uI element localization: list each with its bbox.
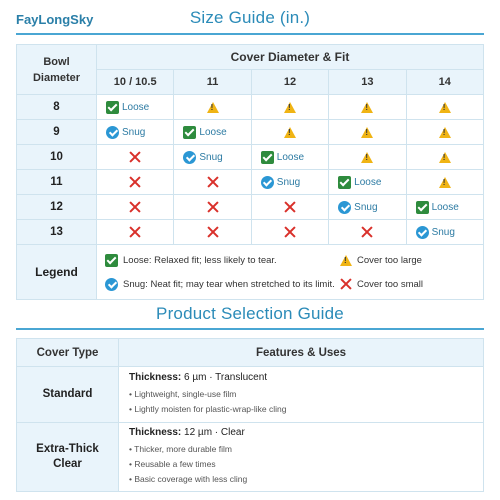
cover-column-header: 10 / 10.5 bbox=[97, 70, 174, 95]
fit-label: Loose bbox=[431, 201, 459, 213]
fit-cell bbox=[251, 170, 328, 195]
fit-label: Loose bbox=[122, 101, 150, 113]
thickness-value: 6 µm · Translucent bbox=[184, 372, 268, 383]
fit-label: Loose bbox=[199, 126, 227, 138]
bowl-diameter-cell: 11 bbox=[17, 170, 97, 195]
cover-column-header: 14 bbox=[406, 70, 483, 95]
fit-cell bbox=[329, 170, 406, 195]
bowl-diameter-cell: 13 bbox=[17, 220, 97, 245]
fit-label: Snug bbox=[199, 151, 223, 163]
size-row bbox=[17, 220, 484, 245]
title-divider bbox=[16, 33, 484, 35]
loose-check-icon bbox=[338, 176, 351, 189]
fit-cell bbox=[97, 120, 174, 145]
thickness-label: Thickness: bbox=[129, 427, 182, 438]
fit-label: Snug bbox=[354, 201, 378, 213]
snug-check-icon bbox=[105, 278, 118, 291]
fit-cell bbox=[329, 95, 406, 120]
size-guide-table bbox=[16, 44, 484, 300]
fit-cell bbox=[174, 195, 251, 220]
x-icon bbox=[129, 201, 141, 213]
fit-cell bbox=[174, 170, 251, 195]
snug-check-icon bbox=[338, 201, 351, 214]
thickness-label: Thickness: bbox=[129, 372, 182, 383]
snug-check-icon bbox=[106, 126, 119, 139]
fit-cell bbox=[329, 195, 406, 220]
legend-loose: Loose: Relaxed fit; less likely to tear. bbox=[123, 254, 277, 266]
brand-logo: FayLongSky bbox=[16, 12, 94, 27]
loose-check-icon bbox=[416, 201, 429, 214]
product-selection-table bbox=[16, 338, 484, 492]
fit-cell bbox=[406, 170, 483, 195]
features-cell bbox=[119, 367, 484, 423]
bowl-diameter-cell: 8 bbox=[17, 95, 97, 120]
thickness-line bbox=[129, 427, 473, 438]
warning-icon bbox=[284, 102, 296, 113]
fit-cell bbox=[251, 145, 328, 170]
legend bbox=[97, 245, 484, 300]
snug-check-icon bbox=[416, 226, 429, 239]
size-row bbox=[17, 145, 484, 170]
fit-cell bbox=[97, 170, 174, 195]
fit-cell bbox=[329, 120, 406, 145]
feature-bullet: • Basic coverage with less cling bbox=[129, 474, 248, 484]
loose-check-icon bbox=[183, 126, 196, 139]
warning-icon bbox=[439, 152, 451, 163]
features-header: Features & Uses bbox=[119, 339, 484, 367]
fit-label: Loose bbox=[276, 151, 305, 163]
title-divider bbox=[16, 328, 484, 330]
cover-column-header: 13 bbox=[329, 70, 406, 95]
x-icon bbox=[207, 226, 219, 238]
snug-check-icon bbox=[183, 151, 196, 164]
warning-icon bbox=[439, 177, 451, 188]
x-icon bbox=[129, 226, 141, 238]
fit-cell bbox=[174, 220, 251, 245]
size-row bbox=[17, 95, 484, 120]
legend-snug: Snug: Neat fit; may tear when stretched to its limit. bbox=[123, 278, 335, 290]
x-icon bbox=[207, 176, 219, 188]
fit-label: Snug bbox=[276, 176, 301, 188]
x-icon bbox=[284, 226, 296, 238]
x-icon bbox=[284, 201, 296, 213]
fit-cell bbox=[406, 120, 483, 145]
cover-type-header: Cover Type bbox=[17, 339, 119, 367]
warning-icon bbox=[361, 152, 373, 163]
fit-label: Loose bbox=[354, 176, 382, 188]
fit-cell bbox=[174, 145, 251, 170]
warning-icon bbox=[340, 255, 352, 266]
legend-large: Cover too large bbox=[357, 254, 422, 266]
fit-cell bbox=[251, 195, 328, 220]
loose-check-icon bbox=[261, 151, 274, 164]
thickness-value: 12 µm · Clear bbox=[184, 427, 245, 438]
bowl-diameter-header: Bowl Diameter bbox=[17, 45, 97, 95]
feature-bullet: • Thicker, more durable film bbox=[129, 444, 232, 454]
fit-cell bbox=[406, 145, 483, 170]
warning-icon bbox=[361, 127, 373, 138]
warning-icon bbox=[439, 102, 451, 113]
x-icon bbox=[361, 226, 373, 238]
thickness-line bbox=[129, 372, 473, 383]
fit-cell bbox=[406, 195, 483, 220]
loose-check-icon bbox=[105, 254, 118, 267]
product-row bbox=[17, 423, 484, 492]
cover-type-cell bbox=[17, 367, 119, 423]
fit-cell bbox=[97, 95, 174, 120]
x-icon bbox=[340, 278, 352, 290]
fit-cell bbox=[329, 220, 406, 245]
features-cell bbox=[119, 423, 484, 492]
bowl-diameter-cell: 9 bbox=[17, 120, 97, 145]
fit-cell bbox=[97, 145, 174, 170]
fit-cell bbox=[97, 220, 174, 245]
x-icon bbox=[129, 176, 141, 188]
cover-type-cell bbox=[17, 423, 119, 492]
feature-bullet: • Lightweight, single-use film bbox=[129, 389, 237, 399]
warning-icon bbox=[439, 127, 451, 138]
feature-bullet: • Reusable a few times bbox=[129, 459, 216, 469]
cover-column-header: 12 bbox=[251, 70, 328, 95]
size-row bbox=[17, 170, 484, 195]
fit-cell bbox=[406, 95, 483, 120]
fit-cell bbox=[174, 95, 251, 120]
product-row bbox=[17, 367, 484, 423]
fit-cell bbox=[251, 120, 328, 145]
legend-title: Legend bbox=[17, 245, 97, 300]
fit-cell bbox=[406, 220, 483, 245]
fit-label: Snug bbox=[431, 226, 455, 238]
size-guide-title: Size Guide (in.) bbox=[189, 8, 311, 27]
bowl-diameter-cell: 10 bbox=[17, 145, 97, 170]
x-icon bbox=[129, 151, 141, 163]
size-row bbox=[17, 120, 484, 145]
bowl-diameter-cell: 12 bbox=[17, 195, 97, 220]
fit-cell bbox=[251, 220, 328, 245]
loose-check-icon bbox=[106, 101, 119, 114]
size-row bbox=[17, 195, 484, 220]
fit-label: Snug bbox=[122, 126, 146, 138]
fit-cell bbox=[329, 145, 406, 170]
cover-type-name: Extra-Thick Clear bbox=[36, 443, 99, 470]
feature-bullet: • Lightly moisten for plastic-wrap-like cling bbox=[129, 404, 287, 414]
x-icon bbox=[207, 201, 219, 213]
product-guide-title: Product Selection Guide bbox=[156, 304, 344, 323]
warning-icon bbox=[284, 127, 296, 138]
warning-icon bbox=[207, 102, 219, 113]
snug-check-icon bbox=[261, 176, 274, 189]
fit-cell bbox=[251, 95, 328, 120]
legend-small: Cover too small bbox=[357, 278, 423, 290]
fit-cell bbox=[174, 120, 251, 145]
cover-type-name: Standard bbox=[42, 388, 93, 400]
warning-icon bbox=[361, 102, 373, 113]
fit-cell bbox=[97, 195, 174, 220]
cover-diameter-header: Cover Diameter & Fit bbox=[97, 45, 484, 70]
cover-column-header: 11 bbox=[174, 70, 251, 95]
